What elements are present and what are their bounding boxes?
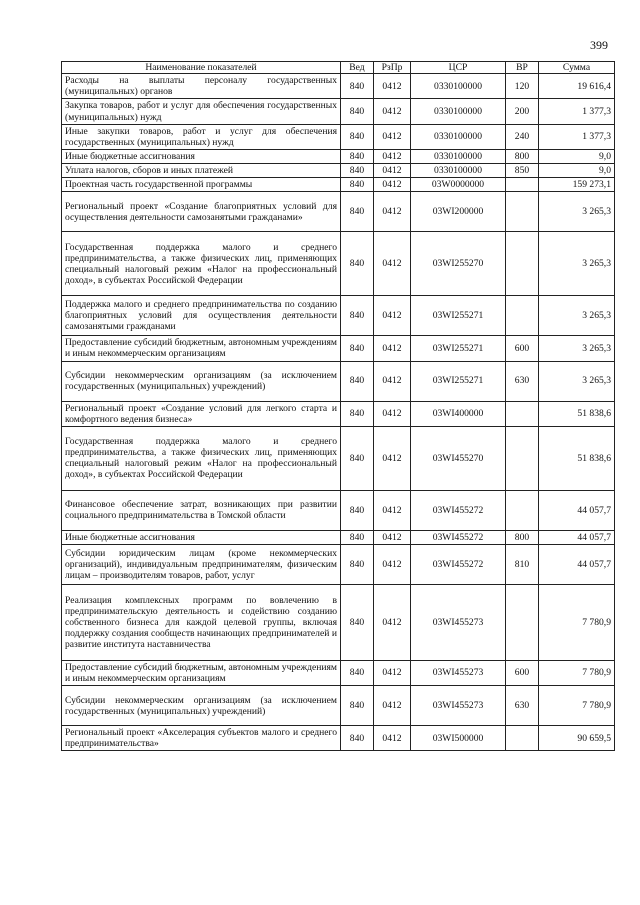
row-ved: 840 [341,99,374,124]
row-sum: 9,0 [539,149,615,163]
row-sum: 3 265,3 [539,296,615,336]
table-row [62,544,615,584]
row-ved: 840 [341,660,374,685]
row-ved: 840 [341,296,374,336]
table-row [62,192,615,232]
table-row [62,336,615,361]
row-rzpr: 0412 [374,149,411,163]
row-ved: 840 [341,726,374,751]
row-rzpr: 0412 [374,361,411,401]
row-vr: 810 [506,544,539,584]
header-ved: Вед [341,62,374,74]
row-sum: 19 616,4 [539,74,615,99]
row-vr: 800 [506,149,539,163]
row-ved: 840 [341,530,374,544]
row-rzpr: 0412 [374,232,411,296]
row-name: Расходы на выплаты персоналу государственных (муниципальных) органов [62,74,341,99]
row-name: Иные бюджетные ассигнования [62,149,341,163]
row-ved: 840 [341,164,374,178]
row-rzpr: 0412 [374,178,411,192]
table-header-row [62,62,615,74]
row-csr: 03WI255271 [411,336,506,361]
row-name: Иные бюджетные ассигнования [62,530,341,544]
row-csr: 03WI455270 [411,426,506,490]
row-name: Предоставление субсидий бюджетным, автономным учреждениям и иным некоммерческим организациям [62,660,341,685]
row-ved: 840 [341,74,374,99]
row-vr: 600 [506,336,539,361]
row-csr: 03WI400000 [411,401,506,426]
row-rzpr: 0412 [374,686,411,726]
row-rzpr: 0412 [374,401,411,426]
row-ved: 840 [341,686,374,726]
row-ved: 840 [341,336,374,361]
row-csr: 03WI455272 [411,544,506,584]
row-ved: 840 [341,361,374,401]
row-sum: 7 780,9 [539,660,615,685]
row-vr [506,192,539,232]
row-rzpr: 0412 [374,660,411,685]
row-vr [506,490,539,530]
row-name: Государственная поддержка малого и среднего предпринимательства, а также физических лиц, применяющих специальный налоговый режим «Налог на профессиональный доход», в субъектах Российской Федерации [62,232,341,296]
row-rzpr: 0412 [374,426,411,490]
row-ved: 840 [341,401,374,426]
row-name: Финансовое обеспечение затрат, возникающих при развитии социального предпринимательства в Томской области [62,490,341,530]
row-csr: 03WI455273 [411,584,506,660]
row-csr: 03WI455273 [411,660,506,685]
table-row [62,178,615,192]
row-ved: 840 [341,178,374,192]
row-sum: 51 838,6 [539,426,615,490]
row-rzpr: 0412 [374,584,411,660]
row-sum: 44 057,7 [539,530,615,544]
row-rzpr: 0412 [374,726,411,751]
row-name: Субсидии юридическим лицам (кроме некоммерческих организаций), индивидуальным предпринимателям, физическим лицам – производителям товаров, работ, услуг [62,544,341,584]
row-name: Иные закупки товаров, работ и услуг для обеспечения государственных (муниципальных) нужд [62,124,341,149]
row-sum: 3 265,3 [539,361,615,401]
row-sum: 3 265,3 [539,336,615,361]
row-sum: 1 377,3 [539,124,615,149]
header-name: Наименование показателей [62,62,341,74]
row-csr: 03WI255270 [411,232,506,296]
row-csr: 03WI455272 [411,530,506,544]
row-rzpr: 0412 [374,99,411,124]
row-csr: 03WI455272 [411,490,506,530]
row-sum: 7 780,9 [539,686,615,726]
table-row [62,232,615,296]
row-vr: 200 [506,99,539,124]
row-csr: 03WI500000 [411,726,506,751]
row-ved: 840 [341,544,374,584]
header-sum: Сумма [539,62,615,74]
table-row [62,99,615,124]
row-name: Субсидии некоммерческим организациям (за исключением государственных (муниципальных) учреждений) [62,686,341,726]
table-row [62,124,615,149]
row-vr: 240 [506,124,539,149]
header-csr: ЦСР [411,62,506,74]
row-name: Региональный проект «Создание благоприятных условий для осуществления деятельности самозанятыми гражданами» [62,192,341,232]
row-csr: 03W0000000 [411,178,506,192]
table-row [62,584,615,660]
row-vr [506,584,539,660]
row-rzpr: 0412 [374,192,411,232]
row-sum: 44 057,7 [539,544,615,584]
table-row [62,74,615,99]
row-ved: 840 [341,149,374,163]
row-name: Уплата налогов, сборов и иных платежей [62,164,341,178]
row-ved: 840 [341,426,374,490]
row-csr: 0330100000 [411,164,506,178]
table-row [62,660,615,685]
row-rzpr: 0412 [374,530,411,544]
row-ved: 840 [341,124,374,149]
row-ved: 840 [341,584,374,660]
table-row [62,686,615,726]
row-rzpr: 0412 [374,124,411,149]
header-rzpr: РзПр [374,62,411,74]
row-name: Государственная поддержка малого и среднего предпринимательства, а также физических лиц, применяющих специальный налоговый режим «Налог на профессиональный доход», в субъектах Российской Федерации [62,426,341,490]
table-row [62,490,615,530]
row-rzpr: 0412 [374,544,411,584]
table-row [62,726,615,751]
row-csr: 03WI200000 [411,192,506,232]
table-row [62,530,615,544]
row-vr [506,726,539,751]
row-rzpr: 0412 [374,74,411,99]
row-vr [506,426,539,490]
row-ved: 840 [341,490,374,530]
row-csr: 03WI255271 [411,361,506,401]
row-rzpr: 0412 [374,336,411,361]
row-sum: 159 273,1 [539,178,615,192]
row-ved: 840 [341,192,374,232]
table-row [62,426,615,490]
table-row [62,164,615,178]
page-number: 399 [590,38,608,52]
row-vr: 600 [506,660,539,685]
row-name: Закупка товаров, работ и услуг для обеспечения государственных (муниципальных) нужд [62,99,341,124]
row-name: Субсидии некоммерческим организациям (за исключением государственных (муниципальных) учреждений) [62,361,341,401]
row-vr [506,296,539,336]
row-csr: 0330100000 [411,99,506,124]
row-csr: 03WI255271 [411,296,506,336]
row-name: Поддержка малого и среднего предпринимательства по созданию благоприятных условий для осуществления деятельности самозанятыми гражданами [62,296,341,336]
table-row [62,361,615,401]
row-vr [506,178,539,192]
row-sum: 44 057,7 [539,490,615,530]
row-csr: 0330100000 [411,74,506,99]
row-sum: 90 659,5 [539,726,615,751]
row-name: Реализация комплексных программ по вовлечению в предпринимательскую деятельность и содействию созданию собственного бизнеса для каждой целевой группы, включая поддержку создания сообществ начинающих предпринимателей и развитие института наставничества [62,584,341,660]
table-row [62,149,615,163]
row-sum: 9,0 [539,164,615,178]
table-body [62,74,615,751]
row-sum: 3 265,3 [539,192,615,232]
row-vr: 850 [506,164,539,178]
row-rzpr: 0412 [374,164,411,178]
row-csr: 03WI455273 [411,686,506,726]
row-vr [506,401,539,426]
row-csr: 0330100000 [411,149,506,163]
row-vr: 630 [506,361,539,401]
budget-table [61,61,615,751]
row-sum: 3 265,3 [539,232,615,296]
row-rzpr: 0412 [374,296,411,336]
row-rzpr: 0412 [374,490,411,530]
row-name: Региональный проект «Акселерация субъектов малого и среднего предпринимательства» [62,726,341,751]
row-name: Предоставление субсидий бюджетным, автономным учреждениям и иным некоммерческим организациям [62,336,341,361]
row-sum: 1 377,3 [539,99,615,124]
row-csr: 0330100000 [411,124,506,149]
row-vr: 800 [506,530,539,544]
row-name: Региональный проект «Создание условий для легкого старта и комфортного ведения бизнеса» [62,401,341,426]
row-vr [506,232,539,296]
header-vr: ВР [506,62,539,74]
table-row [62,401,615,426]
row-sum: 51 838,6 [539,401,615,426]
table-row [62,296,615,336]
row-ved: 840 [341,232,374,296]
row-vr: 120 [506,74,539,99]
row-sum: 7 780,9 [539,584,615,660]
row-vr: 630 [506,686,539,726]
row-name: Проектная часть государственной программы [62,178,341,192]
